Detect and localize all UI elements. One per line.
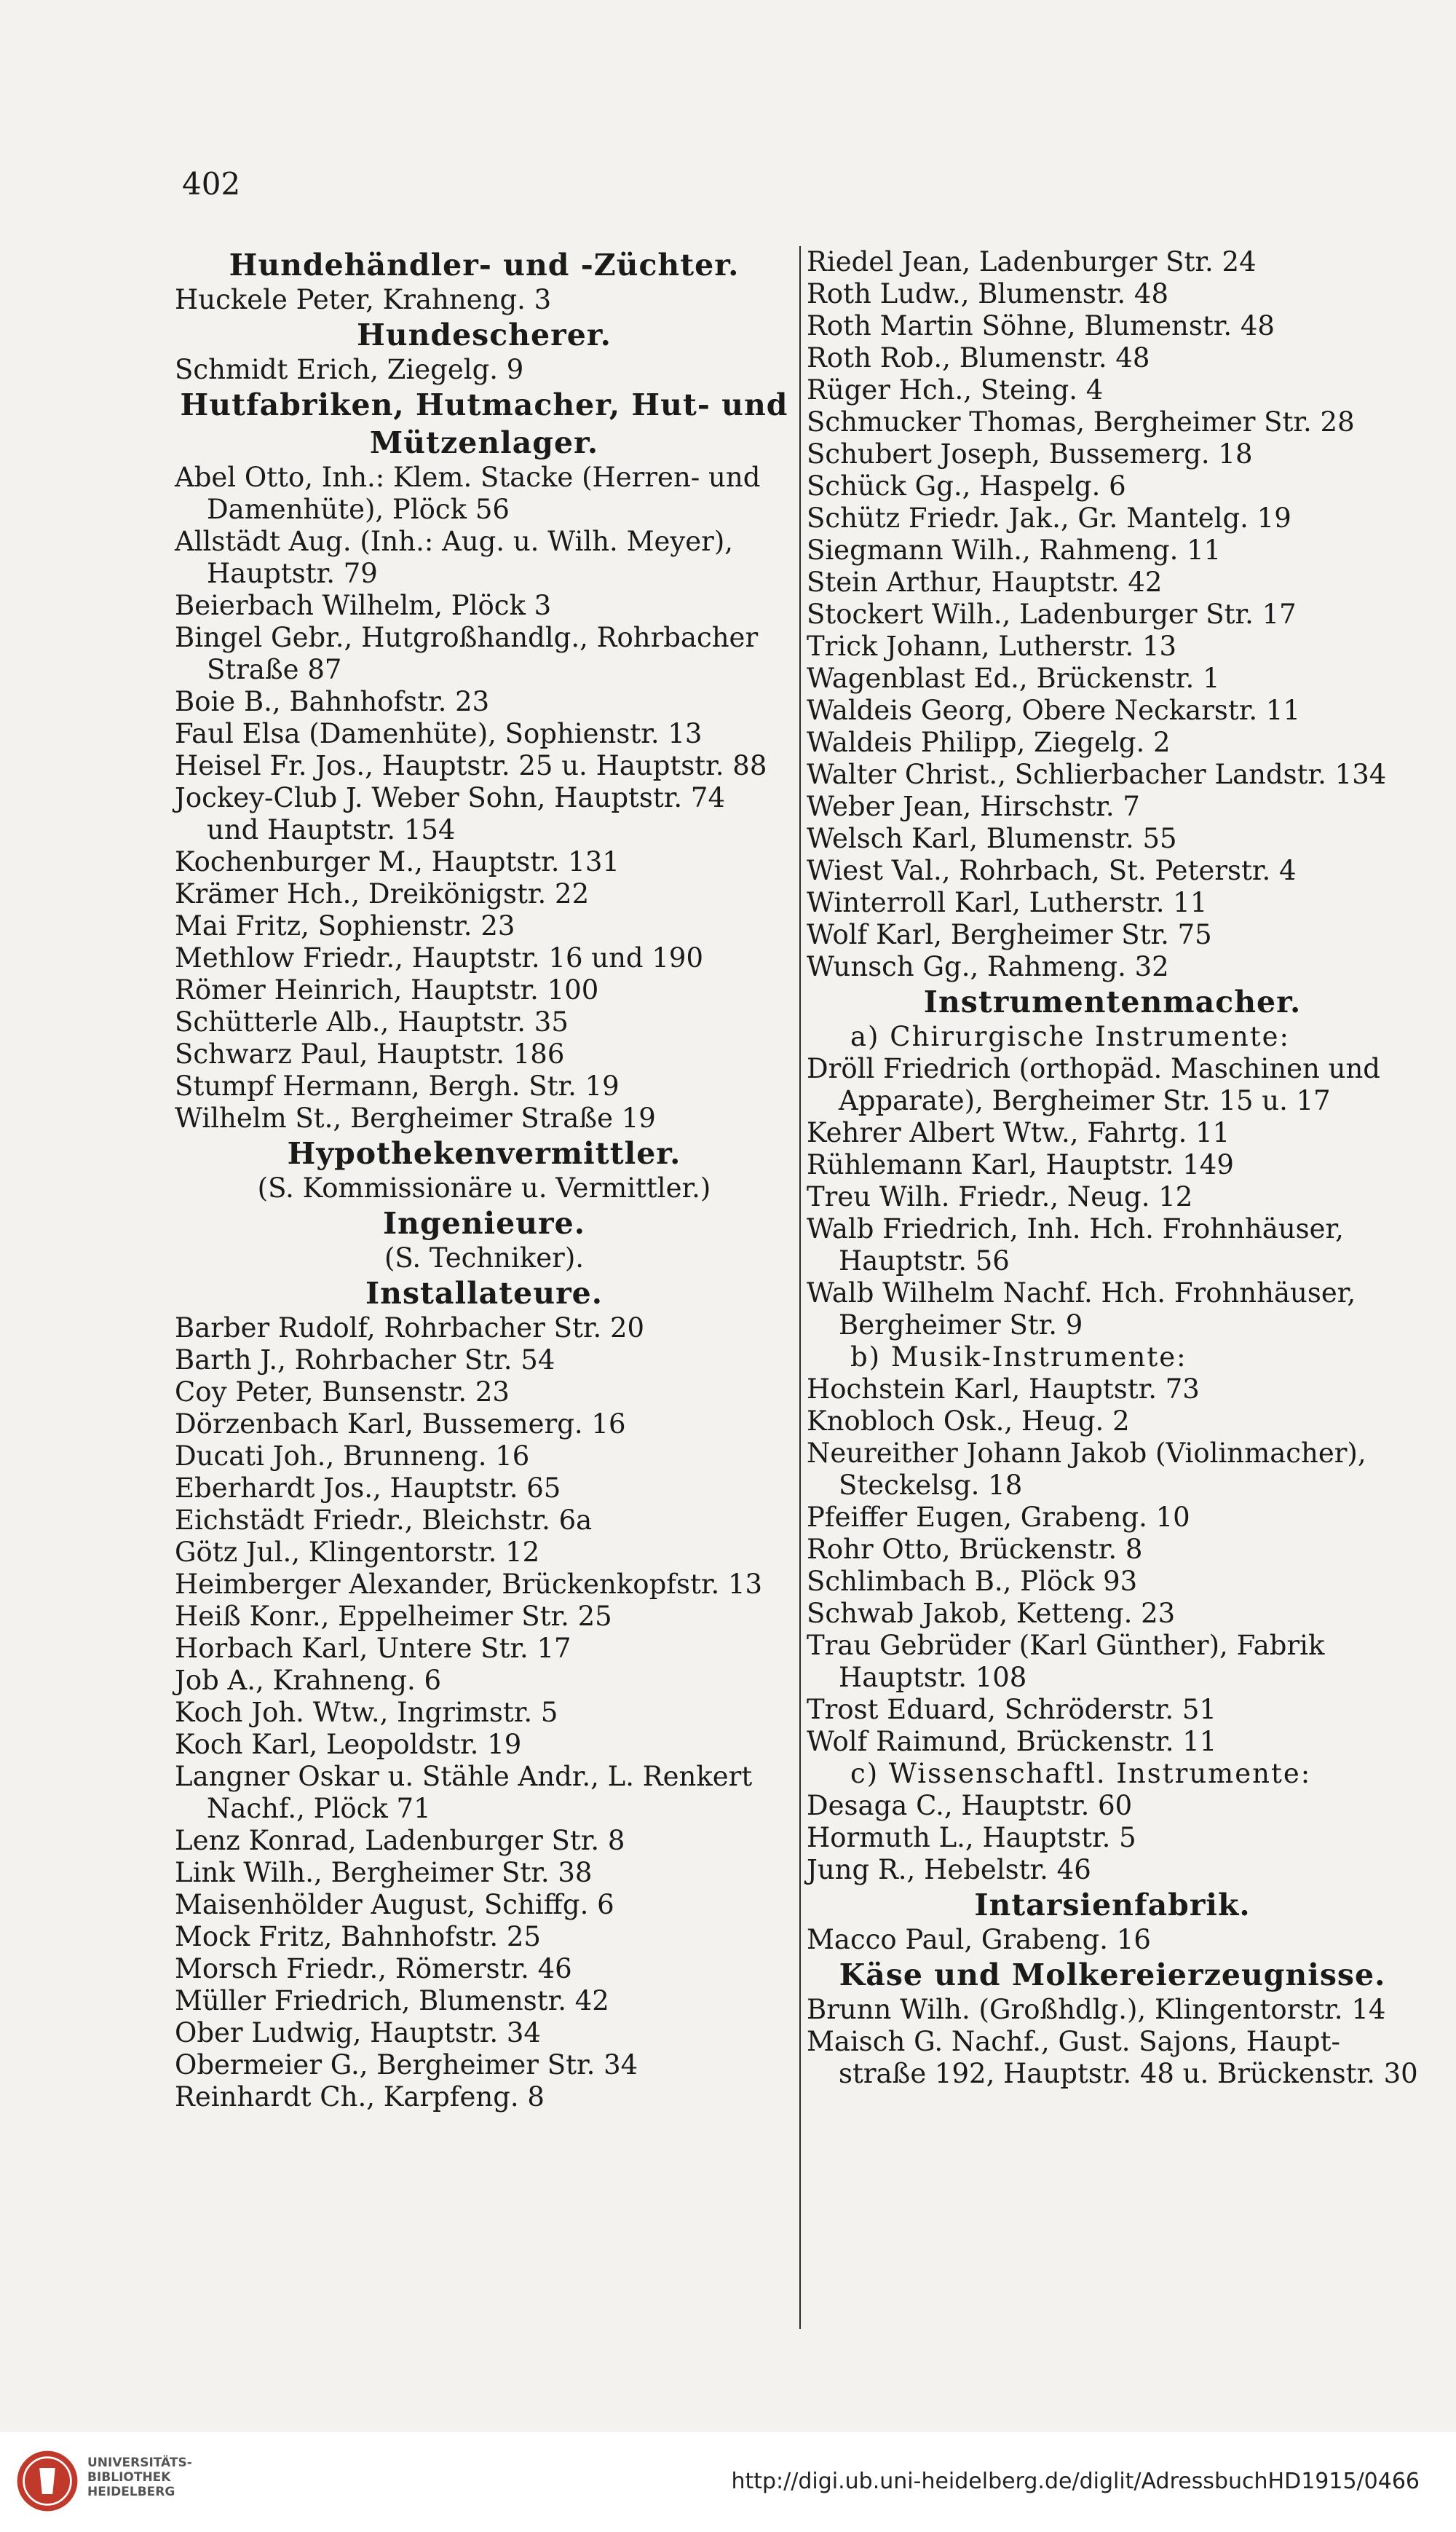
directory-entry: Schwab Jakob, Ketteng. 23 [807, 1598, 1176, 1629]
directory-entry: Brunn Wilh. (Großhdlg.), Klingentorstr. 14 [807, 1994, 1386, 2025]
directory-entry: Waldeis Philipp, Ziegelg. 2 [807, 727, 1171, 758]
directory-entry: Hormuth L., Hauptstr. 5 [807, 1822, 1136, 1853]
directory-entry: Neureither Johann Jakob (Violinmacher), [807, 1437, 1366, 1469]
directory-entry: Barth J., Rohrbacher Str. 54 [175, 1344, 555, 1376]
directory-entry: Link Wilh., Bergheimer Str. 38 [175, 1857, 593, 1888]
directory-entry: Pfeiffer Eugen, Grabeng. 10 [807, 1502, 1190, 1533]
directory-entry: Schütterle Alb., Hauptstr. 35 [175, 1006, 569, 1038]
directory-entry: Roth Rob., Blumenstr. 48 [807, 342, 1150, 374]
directory-entry: Müller Friedrich, Blumenstr. 42 [175, 1985, 609, 2016]
university-seal-icon [15, 2448, 80, 2514]
directory-entry: Stein Arthur, Hauptstr. 42 [807, 567, 1163, 598]
directory-entry: Macco Paul, Grabeng. 16 [807, 1924, 1151, 1955]
right-column [807, 246, 1418, 2090]
directory-entry: Schubert Joseph, Bussemerg. 18 [807, 438, 1253, 470]
section-heading: Intarsienfabrik. [974, 1888, 1251, 1922]
directory-entry: Bergheimer Str. 9 [839, 1309, 1083, 1341]
directory-entry: Langner Oskar u. Stähle Andr., L. Renkert [175, 1761, 753, 1792]
directory-entry: Wolf Karl, Bergheimer Str. 75 [807, 919, 1212, 950]
directory-entry: Horbach Karl, Untere Str. 17 [175, 1633, 571, 1664]
directory-entry: Damenhüte), Plöck 56 [207, 494, 510, 525]
library-name [87, 2456, 192, 2499]
directory-entry: Roth Ludw., Blumenstr. 48 [807, 278, 1168, 309]
directory-entry: Koch Karl, Leopoldstr. 19 [175, 1729, 522, 1760]
directory-entry: Jung R., Hebelstr. 46 [807, 1854, 1091, 1885]
directory-entry: Faul Elsa (Damenhüte), Sophienstr. 13 [175, 718, 703, 749]
directory-entry: Mock Fritz, Bahnhofstr. 25 [175, 1921, 541, 1952]
left-column [175, 246, 794, 2113]
library-line-2: BIBLIOTHEK [87, 2470, 171, 2485]
directory-entry: Waldeis Georg, Obere Neckarstr. 11 [807, 695, 1300, 726]
directory-entry: Schück Gg., Haspelg. 6 [807, 470, 1126, 502]
directory-entry: Eberhardt Jos., Hauptstr. 65 [175, 1472, 561, 1504]
directory-entry: Straße 87 [207, 654, 342, 685]
section-heading: Installateure. [365, 1276, 604, 1311]
directory-entry: Stumpf Hermann, Bergh. Str. 19 [175, 1070, 620, 1102]
directory-entry: Hochstein Karl, Hauptstr. 73 [807, 1373, 1200, 1405]
directory-entry: Wilhelm St., Bergheimer Straße 19 [175, 1103, 656, 1134]
directory-entry: Beierbach Wilhelm, Plöck 3 [175, 590, 552, 621]
directory-entry: Job A., Krahneng. 6 [175, 1665, 442, 1696]
directory-entry: Reinhardt Ch., Karpfeng. 8 [175, 2081, 545, 2113]
section-heading: Instrumentenmacher. [923, 985, 1302, 1019]
directory-entry: Methlow Friedr., Hauptstr. 16 und 190 [175, 942, 703, 974]
directory-entry: Römer Heinrich, Hauptstr. 100 [175, 974, 599, 1006]
directory-entry: Walter Christ., Schlierbacher Landstr. 134 [807, 759, 1387, 790]
directory-entry: Ober Ludwig, Hauptstr. 34 [175, 2017, 541, 2048]
directory-entry: Dröll Friedrich (orthopäd. Maschinen und [807, 1053, 1380, 1084]
subsection-heading: c) Wissenschaftl. Instrumente: [850, 1758, 1312, 1789]
directory-entry: Obermeier G., Bergheimer Str. 34 [175, 2049, 638, 2081]
cross-reference-note: (S. Kommissionäre u. Vermittler.) [257, 1172, 711, 1204]
section-heading: Ingenieure. [383, 1206, 585, 1241]
directory-entry: Wagenblast Ed., Brückenstr. 1 [807, 663, 1220, 694]
directory-entry: Huckele Peter, Krahneng. 3 [175, 284, 552, 315]
directory-entry: Götz Jul., Klingentorstr. 12 [175, 1537, 540, 1568]
directory-entry: Eichstädt Friedr., Bleichstr. 6a [175, 1504, 593, 1536]
source-url-link[interactable]: http://digi.ub.uni-heidelberg.de/diglit/AdressbuchHD1915/0466 [731, 2469, 1420, 2494]
directory-entry: Schlimbach B., Plöck 93 [807, 1566, 1138, 1597]
section-heading: Hypothekenvermittler. [287, 1136, 681, 1171]
section-heading: Hutfabriken, Hutmacher, Hut- und [180, 387, 788, 422]
directory-entry: Krämer Hch., Dreikönigstr. 22 [175, 878, 590, 910]
directory-entry: Allstädt Aug. (Inh.: Aug. u. Wilh. Meyer), [175, 526, 734, 557]
directory-entry: Riedel Jean, Ladenburger Str. 24 [807, 246, 1257, 277]
directory-entry: Maisch G. Nachf., Gust. Sajons, Haupt- [807, 2026, 1340, 2057]
directory-entry: Rohr Otto, Brückenstr. 8 [807, 1534, 1143, 1565]
column-divider [799, 246, 801, 2329]
subsection-heading: b) Musik-Instrumente: [850, 1341, 1187, 1373]
directory-entry: Heiß Konr., Eppelheimer Str. 25 [175, 1601, 612, 1632]
directory-entry: Bingel Gebr., Hutgroßhandlg., Rohrbacher [175, 622, 759, 653]
directory-entry: Schütz Friedr. Jak., Gr. Mantelg. 19 [807, 502, 1291, 534]
directory-entry: Trick Johann, Lutherstr. 13 [807, 631, 1177, 662]
directory-entry: Ducati Joh., Brunneng. 16 [175, 1440, 530, 1472]
directory-entry: Knobloch Osk., Heug. 2 [807, 1405, 1130, 1437]
section-heading: Hundehändler- und -Züchter. [229, 248, 740, 283]
directory-entry: Wolf Raimund, Brückenstr. 11 [807, 1726, 1217, 1757]
directory-entry: Lenz Konrad, Ladenburger Str. 8 [175, 1825, 625, 1856]
directory-entry: Heisel Fr. Jos., Hauptstr. 25 u. Hauptstr. 88 [175, 750, 767, 781]
directory-entry: Steckelsg. 18 [839, 1470, 1023, 1501]
directory-entry: Jockey-Club J. Weber Sohn, Hauptstr. 74 [175, 782, 725, 813]
directory-entry: Schmucker Thomas, Bergheimer Str. 28 [807, 406, 1355, 438]
subsection-heading: a) Chirurgische Instrumente: [850, 1021, 1291, 1052]
directory-entry: Roth Martin Söhne, Blumenstr. 48 [807, 310, 1275, 342]
directory-entry: Rüger Hch., Steing. 4 [807, 374, 1104, 406]
directory-entry: Welsch Karl, Blumenstr. 55 [807, 823, 1177, 854]
library-line-3: HEIDELBERG [87, 2485, 175, 2499]
directory-entry: Rühlemann Karl, Hauptstr. 149 [807, 1149, 1234, 1180]
directory-entry: Wiest Val., Rohrbach, St. Peterstr. 4 [807, 855, 1297, 886]
directory-entry: Walb Friedrich, Inh. Hch. Frohnhäuser, [807, 1213, 1344, 1245]
directory-entry: Weber Jean, Hirschstr. 7 [807, 791, 1140, 822]
directory-entry: Apparate), Bergheimer Str. 15 u. 17 [839, 1085, 1331, 1116]
directory-entry: Hauptstr. 108 [839, 1662, 1027, 1693]
library-line-1: UNIVERSITÄTS- [87, 2456, 192, 2470]
directory-entry: Siegmann Wilh., Rahmeng. 11 [807, 535, 1222, 566]
directory-entry: Mai Fritz, Sophienstr. 23 [175, 910, 515, 942]
directory-entry: Morsch Friedr., Römerstr. 46 [175, 1953, 572, 1984]
directory-entry: Barber Rudolf, Rohrbacher Str. 20 [175, 1312, 645, 1344]
directory-entry: Koch Joh. Wtw., Ingrimstr. 5 [175, 1697, 558, 1728]
directory-entry: Dörzenbach Karl, Bussemerg. 16 [175, 1408, 626, 1440]
directory-entry: Winterroll Karl, Lutherstr. 11 [807, 887, 1208, 918]
section-heading: Käse und Molkereierzeugnisse. [839, 1957, 1386, 1992]
directory-entry: Kochenburger M., Hauptstr. 131 [175, 846, 620, 877]
directory-entry: Treu Wilh. Friedr., Neug. 12 [807, 1181, 1193, 1212]
directory-entry: Trau Gebrüder (Karl Günther), Fabrik [807, 1630, 1325, 1661]
section-heading: Mützenlager. [369, 425, 599, 460]
directory-entry: straße 192, Hauptstr. 48 u. Brückenstr. 30 [839, 2058, 1418, 2089]
directory-entry: Nachf., Plöck 71 [207, 1793, 431, 1824]
directory-entry: Schmidt Erich, Ziegelg. 9 [175, 354, 524, 385]
directory-entry: Hauptstr. 79 [207, 558, 378, 589]
directory-entry: Boie B., Bahnhofstr. 23 [175, 686, 490, 717]
directory-entry: Desaga C., Hauptstr. 60 [807, 1790, 1133, 1821]
page-number: 402 [182, 166, 241, 202]
section-heading: Hundescherer. [357, 318, 612, 352]
directory-entry: Abel Otto, Inh.: Klem. Stacke (Herren- und [175, 462, 761, 493]
directory-entry: Maisenhölder August, Schiffg. 6 [175, 1889, 614, 1920]
directory-entry: Kehrer Albert Wtw., Fahrtg. 11 [807, 1117, 1230, 1148]
directory-entry: Heimberger Alexander, Brückenkopfstr. 13 [175, 1569, 763, 1600]
directory-entry: Coy Peter, Bunsenstr. 23 [175, 1376, 510, 1408]
cross-reference-note: (S. Techniker). [384, 1242, 585, 1274]
directory-entry: Stockert Wilh., Ladenburger Str. 17 [807, 599, 1297, 630]
directory-entry: Walb Wilhelm Nachf. Hch. Frohnhäuser, [807, 1277, 1356, 1309]
directory-entry: Hauptstr. 56 [839, 1245, 1010, 1277]
directory-entry: Trost Eduard, Schröderstr. 51 [807, 1694, 1216, 1725]
directory-entry: Schwarz Paul, Hauptstr. 186 [175, 1038, 565, 1070]
directory-entry: und Hauptstr. 154 [207, 814, 456, 845]
footer-bar [0, 2432, 1456, 2532]
directory-entry: Wunsch Gg., Rahmeng. 32 [807, 951, 1169, 982]
